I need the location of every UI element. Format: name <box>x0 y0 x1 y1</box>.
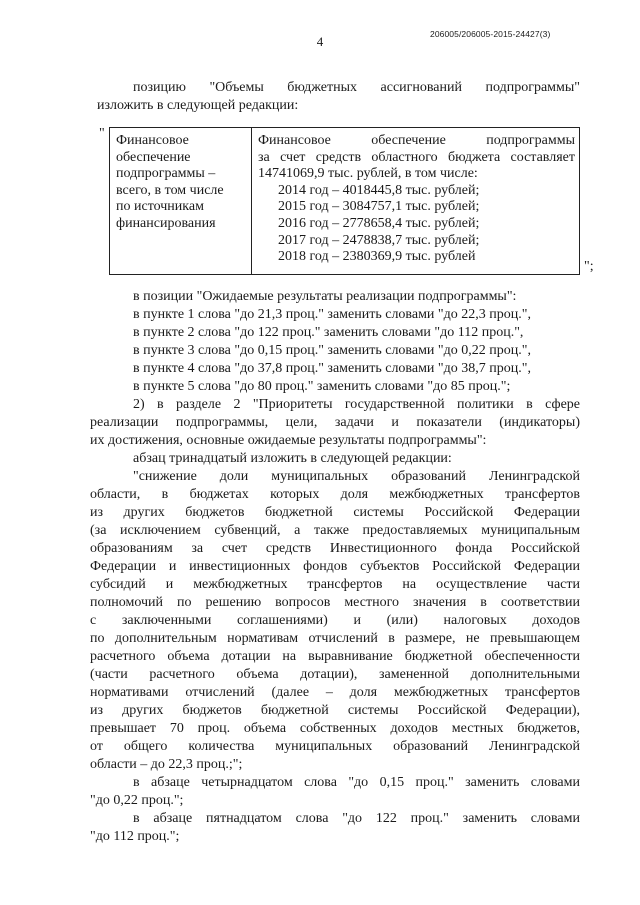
page-number: 4 <box>316 34 324 49</box>
para13-line: по дополнительным нормативам отчислений в размере, не превышающем <box>90 631 580 646</box>
expected-results-line: в пункте 3 слова "до 0,15 проц." заменить словами "до 0,22 проц.", <box>133 343 531 358</box>
para13-line: от общего количества муниципальных образований Ленинградской <box>90 739 580 754</box>
section2-line: их достижения, основные ожидаемые результаты подпрограммы": <box>90 433 487 448</box>
intro-word: "Объемы <box>209 80 264 95</box>
intro-line-1 <box>133 80 580 96</box>
year-line: 2017 год – 2478838,7 тыс. рублей; <box>278 232 480 248</box>
expected-results-line: в пункте 1 слова "до 21,3 проц." заменить словами "до 22,3 проц.", <box>133 307 531 322</box>
left-cell-line: по источникам <box>116 199 204 215</box>
expected-results-line: в позиции "Ожидаемые результаты реализации подпрограммы": <box>133 289 517 304</box>
table-right-cell <box>258 133 575 266</box>
para13-line: (за исключением субвенций, а также предоставляемых муниципальным <box>90 523 580 538</box>
year-line: 2015 год – 3084757,1 тыс. рублей; <box>278 199 480 215</box>
year-line: 2018 год – 2380369,9 тыс. рублей <box>278 249 476 265</box>
para14-line: "до 0,22 проц."; <box>90 793 184 808</box>
para13-line: образованиям за счет средств Инвестиционного фонда Российской <box>90 541 580 556</box>
left-cell-line: обеспечение <box>116 149 191 165</box>
section2-line: реализации подпрограммы, цели, задачи и показатели (индикаторы) <box>90 415 580 430</box>
para15-line: в абзаце пятнадцатом слова "до 122 проц." заменить словами <box>133 811 580 826</box>
left-cell-line: всего, в том числе <box>116 182 224 198</box>
para13-line: Федерации и инвестиционных фондов субъектов Российской Федерации <box>90 559 580 574</box>
financing-table <box>109 127 580 275</box>
year-line: 2014 год – 4018445,8 тыс. рублей; <box>278 182 480 198</box>
intro-word: позицию <box>133 80 186 95</box>
para15-line: "до 112 проц."; <box>90 829 180 844</box>
expected-results-line: в пункте 2 слова "до 122 проц." заменить словами "до 112 проц.", <box>133 325 524 340</box>
para13-line: нормативами отчислений (далее – доля межбюджетных трансфертов <box>90 685 580 700</box>
intro-word: бюджетных <box>287 80 358 95</box>
table-open-quote: " <box>99 126 105 141</box>
table-close-quote: "; <box>584 259 594 274</box>
para13-line: полномочий по решению вопросов местного значения в соответствии <box>90 595 580 610</box>
right-cell-line: Финансовое обеспечение подпрограммы <box>258 133 575 148</box>
left-cell-line: Финансовое <box>116 133 189 148</box>
para13-line: области, в бюджетах которых доля межбюджетных трансфертов <box>90 487 580 502</box>
intro-word: ассигнований <box>380 80 462 95</box>
right-cell-line: за счет средств областного бюджета составляет <box>258 149 575 165</box>
document-reference: 206005/206005-2015-24427(3) <box>430 29 551 39</box>
para13-line: области – до 22,3 проц.;"; <box>90 757 243 772</box>
year-line: 2016 год – 2778658,4 тыс. рублей; <box>278 215 480 231</box>
intro-line-2: изложить в следующей редакции: <box>97 98 299 113</box>
right-cell-line: 14741069,9 тыс. рублей, в том числе: <box>258 166 478 182</box>
para13-line: превышает 70 проц. объема собственных доходов местных бюджетов, <box>90 721 580 736</box>
para13-intro: абзац тринадцатый изложить в следующей редакции: <box>133 451 452 466</box>
para13-line: субсидий и межбюджетных трансфертов на осуществление части <box>90 577 580 592</box>
left-cell-line: подпрограммы – <box>116 166 216 182</box>
para13-line: расчетного объема дотации на выравнивание бюджетной обеспеченности <box>90 649 580 664</box>
para13-line: из других бюджетов бюджетной системы Российской Федерации <box>90 505 580 520</box>
para13-line: из других бюджетов бюджетной системы Российской Федерации), <box>90 703 580 718</box>
table-left-cell <box>116 133 224 233</box>
intro-word: подпрограммы" <box>485 80 580 95</box>
para13-line: с заключенными соглашениями) и (или) налоговых доходов <box>90 613 580 628</box>
left-cell-line: финансирования <box>116 215 216 231</box>
para13-line: (части расчетного объема дотации), замененной дополнительными <box>90 667 580 682</box>
section2-line: 2) в разделе 2 "Приоритеты государственной политики в сфере <box>133 397 580 412</box>
para13-line: "снижение доли муниципальных образований Ленинградской <box>133 469 580 484</box>
para14-line: в абзаце четырнадцатом слова "до 0,15 проц." заменить словами <box>133 775 580 790</box>
expected-results-line: в пункте 4 слова "до 37,8 проц." заменить словами "до 38,7 проц.", <box>133 361 531 376</box>
expected-results-line: в пункте 5 слова "до 80 проц." заменить словами "до 85 проц."; <box>133 379 511 394</box>
table-column-divider <box>251 128 252 274</box>
